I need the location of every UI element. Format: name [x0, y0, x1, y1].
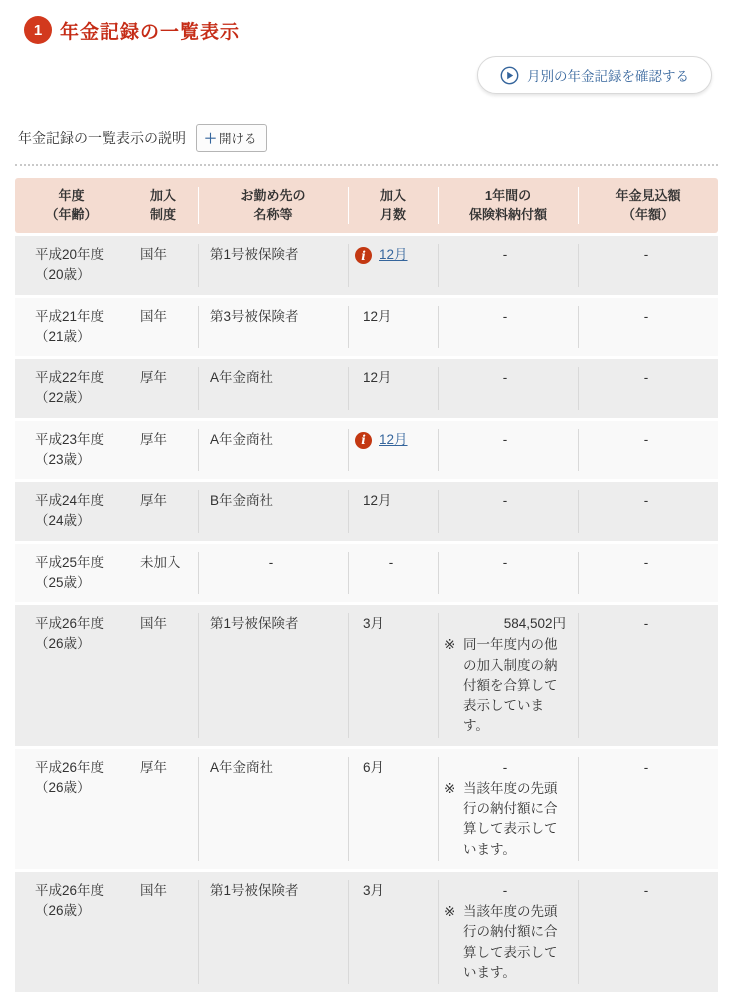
pension-record-page: [0, 16, 733, 995]
premium-cell: [438, 544, 578, 603]
fiscal-year: 平成26年度: [35, 759, 105, 775]
note-marker: ※: [444, 780, 456, 796]
months-cell: [348, 421, 438, 480]
months-cell: 12月: [348, 482, 438, 541]
table-row: [15, 421, 718, 483]
estimate-cell: -: [578, 359, 718, 418]
table-row: [15, 482, 718, 544]
premium-amount: -: [502, 882, 508, 898]
table-row: [15, 298, 718, 360]
column-header-line: 1年間の: [484, 187, 532, 203]
months-cell: 12月: [348, 298, 438, 357]
months-cell: 12月: [348, 359, 438, 418]
column-header: [578, 178, 718, 233]
column-header: [198, 178, 348, 233]
premium-note: [444, 635, 566, 736]
system-cell: 厚年: [140, 431, 167, 447]
employer-cell: A年金商社: [198, 749, 348, 869]
employer-cell: 第3号被保険者: [198, 298, 348, 357]
fiscal-year: 平成26年度: [35, 616, 105, 631]
months-cell: [348, 236, 438, 295]
column-header: [128, 178, 198, 233]
premium-amount: -: [502, 370, 508, 385]
premium-amount: -: [502, 431, 508, 447]
monthly-record-button[interactable]: [477, 56, 712, 94]
fiscal-year: 平成20年度: [35, 247, 105, 262]
premium-cell: [438, 298, 578, 357]
pension-records-table: [15, 178, 718, 995]
premium-cell: [438, 236, 578, 295]
premium-note: [444, 779, 566, 860]
employer-cell: 第1号被保険者: [198, 236, 348, 295]
column-header-line: 名称等: [253, 206, 293, 222]
year-cell: [15, 298, 128, 357]
estimate-cell: -: [578, 749, 718, 869]
monthly-record-button-label: 月別の年金記録を確認する: [527, 69, 689, 84]
action-row: [0, 56, 712, 94]
note-marker: ※: [444, 637, 456, 653]
estimate-cell: -: [578, 482, 718, 541]
column-header-line: 月数: [379, 206, 406, 222]
months-link[interactable]: 12月: [379, 247, 408, 262]
note-text: 同一年度内の他の加入制度の納付額を合算して表示しています。: [463, 637, 558, 734]
year-cell: [15, 482, 128, 541]
estimate-cell: -: [578, 605, 718, 746]
months-cell: 6月: [348, 749, 438, 869]
age: （22歳）: [35, 390, 91, 406]
age: （24歳）: [35, 513, 91, 529]
table-body: [15, 236, 718, 995]
system-cell: 国年: [140, 882, 167, 898]
dotted-separator: [15, 164, 718, 166]
note-text: 当該年度の先頭行の納付額に合算して表示しています。: [463, 780, 558, 857]
estimate-cell: -: [578, 236, 718, 295]
year-cell: [15, 236, 128, 295]
description-label: 年金記録の一覧表示の説明: [18, 130, 186, 146]
fiscal-year: 平成22年度: [35, 370, 105, 385]
premium-amount: -: [502, 759, 508, 775]
estimate-cell: -: [578, 298, 718, 357]
premium-amount: -: [502, 554, 508, 570]
column-header-line: 制度: [149, 206, 176, 222]
months-cell: 3月: [348, 605, 438, 746]
system-cell: 国年: [140, 616, 167, 631]
column-header-line: 加入: [379, 187, 406, 203]
age: （21歳）: [35, 328, 91, 344]
column-header-line: （年齢）: [45, 206, 98, 222]
table-row: [15, 236, 718, 298]
premium-cell: [438, 482, 578, 541]
play-circle-icon: [500, 66, 519, 85]
year-cell: [15, 421, 128, 480]
table-row: [15, 605, 718, 749]
system-cell: 国年: [140, 247, 167, 262]
employer-cell: B年金商社: [198, 482, 348, 541]
open-description-button[interactable]: [196, 124, 267, 152]
employer-cell: A年金商社: [198, 359, 348, 418]
table-row: [15, 872, 718, 995]
open-button-label: 開ける: [219, 131, 257, 146]
months-cell: -: [348, 544, 438, 603]
page-title: 年金記録の一覧表示: [60, 21, 241, 43]
age: （20歳）: [35, 267, 91, 283]
employer-cell: 第1号被保険者: [198, 605, 348, 746]
age: （25歳）: [35, 574, 91, 590]
column-header: [15, 178, 128, 233]
column-header-line: 保険料納付額: [468, 206, 547, 222]
employer-cell: 第1号被保険者: [198, 872, 348, 992]
fiscal-year: 平成25年度: [35, 554, 105, 570]
premium-cell: [438, 605, 578, 746]
months-cell: 3月: [348, 872, 438, 992]
premium-amount: -: [502, 493, 508, 508]
employer-cell: -: [198, 544, 348, 603]
info-icon[interactable]: i: [355, 432, 372, 449]
fiscal-year: 平成26年度: [35, 882, 105, 898]
premium-cell: [438, 872, 578, 992]
table-row: [15, 749, 718, 872]
table-row: [15, 359, 718, 421]
system-cell: 厚年: [140, 759, 167, 775]
age: （26歳）: [35, 636, 91, 652]
age: （26歳）: [35, 779, 91, 795]
system-cell: 国年: [140, 308, 167, 324]
year-cell: [15, 749, 128, 869]
premium-amount: -: [502, 308, 508, 324]
description-row: [18, 124, 733, 152]
age: （26歳）: [35, 903, 91, 918]
system-cell: 厚年: [140, 493, 167, 508]
employer-cell: A年金商社: [198, 421, 348, 480]
estimate-cell: -: [578, 872, 718, 992]
fiscal-year: 平成21年度: [35, 308, 105, 324]
column-header-line: （年額）: [621, 206, 674, 222]
year-cell: [15, 359, 128, 418]
premium-cell: [438, 749, 578, 869]
system-cell: 厚年: [140, 370, 167, 385]
table-row: [15, 544, 718, 606]
section-number-badge: 1: [24, 16, 52, 44]
column-header: [348, 178, 438, 233]
premium-cell: [438, 421, 578, 480]
column-header-line: 年度: [58, 187, 85, 203]
info-icon[interactable]: i: [355, 247, 372, 264]
column-header: [438, 178, 578, 233]
table-header-row: [15, 178, 718, 233]
premium-note: [444, 902, 566, 983]
age: （23歳）: [35, 451, 91, 467]
system-cell: 未加入: [140, 554, 181, 570]
premium-amount: -: [502, 247, 508, 262]
months-link[interactable]: 12月: [379, 431, 408, 447]
section-title-row: [24, 16, 733, 44]
premium-cell: [438, 359, 578, 418]
year-cell: [15, 544, 128, 603]
year-cell: [15, 872, 128, 992]
column-header-line: 年金見込額: [615, 187, 681, 203]
estimate-cell: -: [578, 544, 718, 603]
column-header-line: お勤め先の: [240, 187, 306, 203]
premium-amount: 584,502円: [503, 616, 566, 631]
estimate-cell: -: [578, 421, 718, 480]
column-header-line: 加入: [149, 187, 176, 203]
note-text: 当該年度の先頭行の納付額に合算して表示しています。: [463, 904, 558, 980]
fiscal-year: 平成24年度: [35, 493, 105, 508]
note-marker: ※: [444, 904, 456, 919]
plus-icon: ＋: [204, 131, 218, 146]
fiscal-year: 平成23年度: [35, 431, 105, 447]
year-cell: [15, 605, 128, 746]
